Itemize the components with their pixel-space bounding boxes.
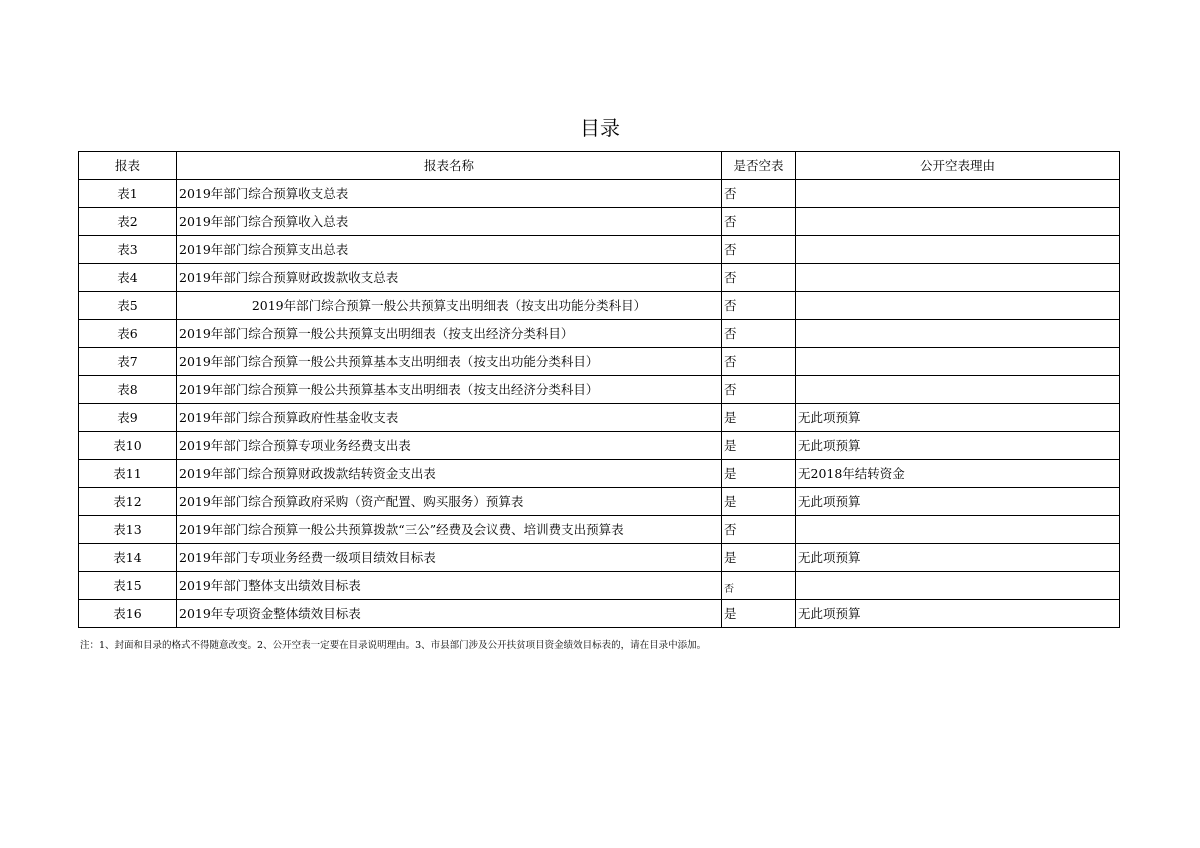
is-empty: 否 [722, 320, 796, 348]
empty-reason [796, 516, 1120, 544]
is-empty: 否 [722, 292, 796, 320]
report-name: 2019年部门综合预算一般公共预算基本支出明细表（按支出功能分类科目） [177, 348, 722, 376]
table-row [79, 432, 1120, 460]
table-row [79, 460, 1120, 488]
report-no: 表12 [79, 488, 177, 516]
is-empty: 是 [722, 432, 796, 460]
empty-reason [796, 208, 1120, 236]
empty-reason: 无此项预算 [796, 404, 1120, 432]
empty-reason [796, 376, 1120, 404]
report-name: 2019年部门综合预算专项业务经费支出表 [177, 432, 722, 460]
table-row [79, 180, 1120, 208]
is-empty: 是 [722, 488, 796, 516]
is-empty: 否 [722, 264, 796, 292]
empty-reason [796, 180, 1120, 208]
is-empty: 否 [722, 208, 796, 236]
report-no: 表9 [79, 404, 177, 432]
header-report-no: 报表 [79, 152, 177, 180]
report-name: 2019年部门综合预算政府性基金收支表 [177, 404, 722, 432]
table-row [79, 348, 1120, 376]
header-is-empty: 是否空表 [722, 152, 796, 180]
table-row [79, 320, 1120, 348]
table-row [79, 404, 1120, 432]
report-name: 2019年部门综合预算一般公共预算支出明细表（按支出功能分类科目） [177, 292, 722, 320]
report-no: 表3 [79, 236, 177, 264]
empty-reason: 无此项预算 [796, 488, 1120, 516]
table-row [79, 208, 1120, 236]
report-name: 2019年部门专项业务经费一级项目绩效目标表 [177, 544, 722, 572]
empty-reason [796, 292, 1120, 320]
report-name: 2019年部门综合预算一般公共预算支出明细表（按支出经济分类科目） [177, 320, 722, 348]
report-no: 表1 [79, 180, 177, 208]
table-row [79, 264, 1120, 292]
is-empty: 否 [722, 572, 796, 600]
footnote: 注：1、封面和目录的格式不得随意改变。2、公开空表一定要在目录说明理由。3、市县部门涉及公开扶贫项目资金绩效目标表的，请在目录中添加。 [80, 640, 707, 651]
header-row [79, 152, 1120, 180]
table-row [79, 376, 1120, 404]
is-empty: 是 [722, 544, 796, 572]
report-name: 2019年专项资金整体绩效目标表 [177, 600, 722, 628]
is-empty: 是 [722, 460, 796, 488]
header-report-name: 报表名称 [177, 152, 722, 180]
report-name: 2019年部门综合预算政府采购（资产配置、购买服务）预算表 [177, 488, 722, 516]
is-empty: 否 [722, 236, 796, 264]
table-row [79, 544, 1120, 572]
report-no: 表8 [79, 376, 177, 404]
report-name: 2019年部门综合预算财政拨款结转资金支出表 [177, 460, 722, 488]
report-no: 表10 [79, 432, 177, 460]
report-no: 表15 [79, 572, 177, 600]
is-empty: 是 [722, 600, 796, 628]
empty-reason: 无此项预算 [796, 544, 1120, 572]
table-row [79, 488, 1120, 516]
empty-reason [796, 348, 1120, 376]
empty-reason: 无此项预算 [796, 432, 1120, 460]
table-row [79, 572, 1120, 600]
report-name: 2019年部门综合预算收支总表 [177, 180, 722, 208]
report-no: 表13 [79, 516, 177, 544]
table-row [79, 292, 1120, 320]
table-row [79, 600, 1120, 628]
empty-reason [796, 320, 1120, 348]
report-no: 表4 [79, 264, 177, 292]
is-empty: 否 [722, 348, 796, 376]
report-no: 表6 [79, 320, 177, 348]
report-no: 表11 [79, 460, 177, 488]
page-title: 目录 [580, 116, 620, 140]
is-empty: 否 [722, 376, 796, 404]
header-empty-reason: 公开空表理由 [796, 152, 1120, 180]
report-name: 2019年部门综合预算一般公共预算基本支出明细表（按支出经济分类科目） [177, 376, 722, 404]
report-name: 2019年部门综合预算支出总表 [177, 236, 722, 264]
empty-reason [796, 236, 1120, 264]
report-no: 表2 [79, 208, 177, 236]
is-empty: 是 [722, 404, 796, 432]
empty-reason [796, 572, 1120, 600]
empty-reason: 无此项预算 [796, 600, 1120, 628]
table-row [79, 236, 1120, 264]
report-name: 2019年部门整体支出绩效目标表 [177, 572, 722, 600]
empty-reason: 无2018年结转资金 [796, 460, 1120, 488]
toc-table [78, 151, 1120, 628]
report-name: 2019年部门综合预算财政拨款收支总表 [177, 264, 722, 292]
report-no: 表7 [79, 348, 177, 376]
report-no: 表14 [79, 544, 177, 572]
report-no: 表5 [79, 292, 177, 320]
table-row [79, 516, 1120, 544]
report-no: 表16 [79, 600, 177, 628]
is-empty: 否 [722, 516, 796, 544]
is-empty: 否 [722, 180, 796, 208]
report-name: 2019年部门综合预算收入总表 [177, 208, 722, 236]
report-name: 2019年部门综合预算一般公共预算拨款“三公”经费及会议费、培训费支出预算表 [177, 516, 722, 544]
empty-reason [796, 264, 1120, 292]
